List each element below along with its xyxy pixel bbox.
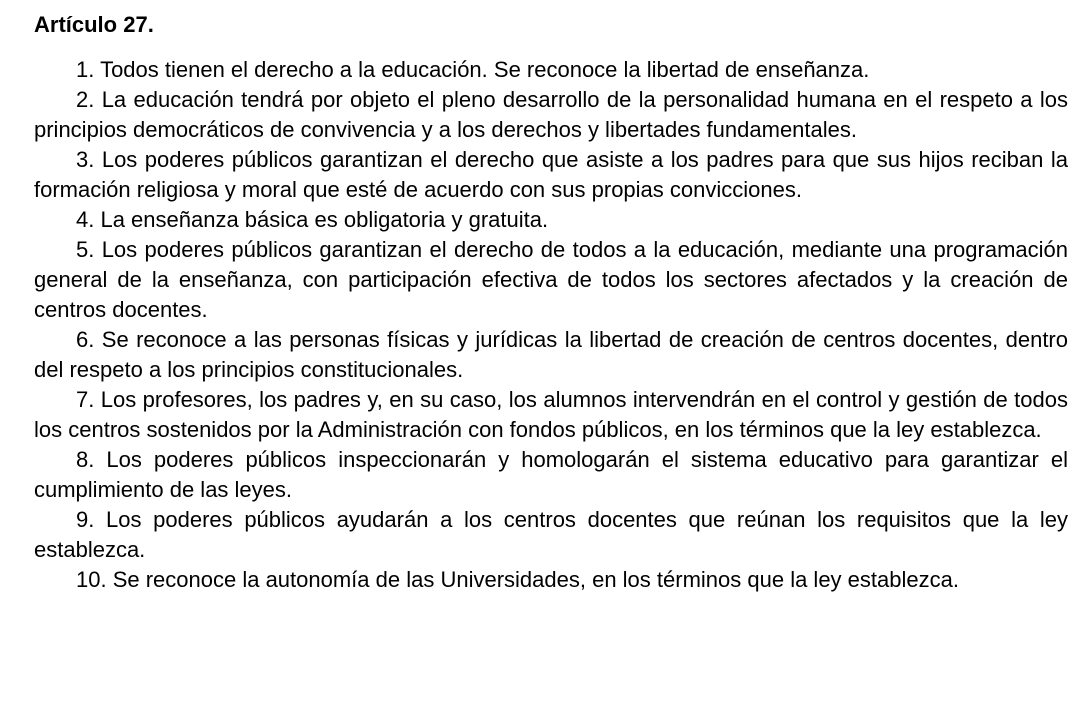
article-paragraph-7: 7. Los profesores, los padres y, en su caso, los alumnos intervendrán en el control y gestión de todos los centros sostenidos por la Administración con fondos públicos, en los términos que la ley establezca. <box>34 387 1068 442</box>
article-paragraph-4: 4. La enseñanza básica es obligatoria y gratuita. <box>76 207 549 232</box>
article-paragraph-3: 3. Los poderes públicos garantizan el derecho que asiste a los padres para que sus hijos reciban la formación religiosa y moral que esté de acuerdo con sus propias convicciones. <box>34 147 1068 202</box>
article-paragraph-9: 9. Los poderes públicos ayudarán a los centros docentes que reúnan los requisitos que la ley establezca. <box>34 507 1068 562</box>
article-paragraph-6: 6. Se reconoce a las personas físicas y jurídicas la libertad de creación de centros docentes, dentro del respeto a los principios constitucionales. <box>34 327 1068 382</box>
document-body <box>34 10 1068 595</box>
article-title: Artículo 27. <box>34 12 154 37</box>
article-paragraph-10: 10. Se reconoce la autonomía de las Universidades, en los términos que la ley establezca. <box>76 567 959 592</box>
article-paragraph-8: 8. Los poderes públicos inspeccionarán y homologarán el sistema educativo para garantizar el cumplimiento de las leyes. <box>34 447 1068 502</box>
article-paragraph-2: 2. La educación tendrá por objeto el pleno desarrollo de la personalidad humana en el respeto a los principios democráticos de convivencia y a los derechos y libertades fundamentales. <box>34 87 1068 142</box>
article-paragraph-1: 1. Todos tienen el derecho a la educación. Se reconoce la libertad de enseñanza. <box>76 57 870 82</box>
article-paragraph-5: 5. Los poderes públicos garantizan el derecho de todos a la educación, mediante una programación general de la enseñanza, con participación efectiva de todos los sectores afectados y la creación de centros docentes. <box>34 237 1068 322</box>
